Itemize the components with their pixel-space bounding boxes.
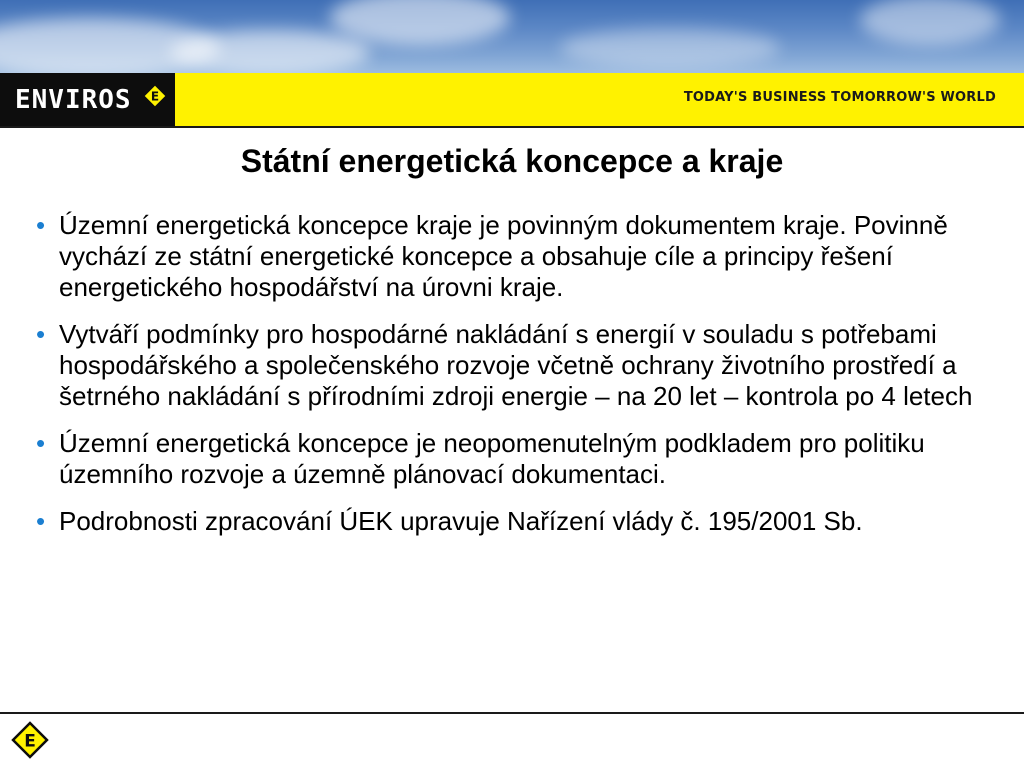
bullet-icon: • bbox=[36, 319, 46, 349]
list-item bbox=[36, 319, 996, 412]
slide-title: Státní energetická koncepce a kraje bbox=[240, 143, 784, 179]
brand-banner bbox=[0, 73, 1024, 128]
tagline: TODAY'S BUSINESS TOMORROW'S WORLD bbox=[683, 90, 996, 105]
sky-header-image bbox=[0, 0, 1024, 73]
svg-text:E: E bbox=[24, 731, 36, 752]
bullet-icon: • bbox=[36, 210, 46, 240]
enviros-e-diamond-icon bbox=[9, 719, 51, 761]
bullet-text: Územní energetická koncepce kraje je povinným dokumentem kraje. Povinně vychází ze státní energetické koncepce a obsahuje cíle a principy řešení energetického hospodářství na úrovni kraje. bbox=[59, 210, 948, 302]
bullet-text: Podrobnosti zpracování ÚEK upravuje Nařízení vlády č. 195/2001 Sb. bbox=[59, 506, 863, 536]
bullet-list bbox=[36, 210, 996, 553]
bullet-text: Územní energetická koncepce je neopomenutelným podkladem pro politiku územního rozvoje a územně plánovací dokumentaci. bbox=[59, 428, 925, 489]
svg-text:E: E bbox=[150, 89, 160, 104]
list-item bbox=[36, 210, 996, 303]
bullet-icon: • bbox=[36, 428, 46, 458]
brand-name: ENVIROS bbox=[15, 85, 132, 115]
list-item bbox=[36, 506, 996, 537]
bullet-text: Vytváří podmínky pro hospodárné nakládání s energií v souladu s potřebami hospodářského a společenského rozvoje včetně ochrany životního prostředí a šetrného nakládání s přírodními zdroji energie – na 20 let – kontrola po 4 letech bbox=[59, 319, 973, 411]
enviros-logo bbox=[0, 73, 175, 126]
bullet-icon: • bbox=[36, 506, 46, 536]
footer-divider bbox=[0, 712, 1024, 714]
list-item bbox=[36, 428, 996, 490]
enviros-e-diamond-icon bbox=[140, 81, 170, 111]
